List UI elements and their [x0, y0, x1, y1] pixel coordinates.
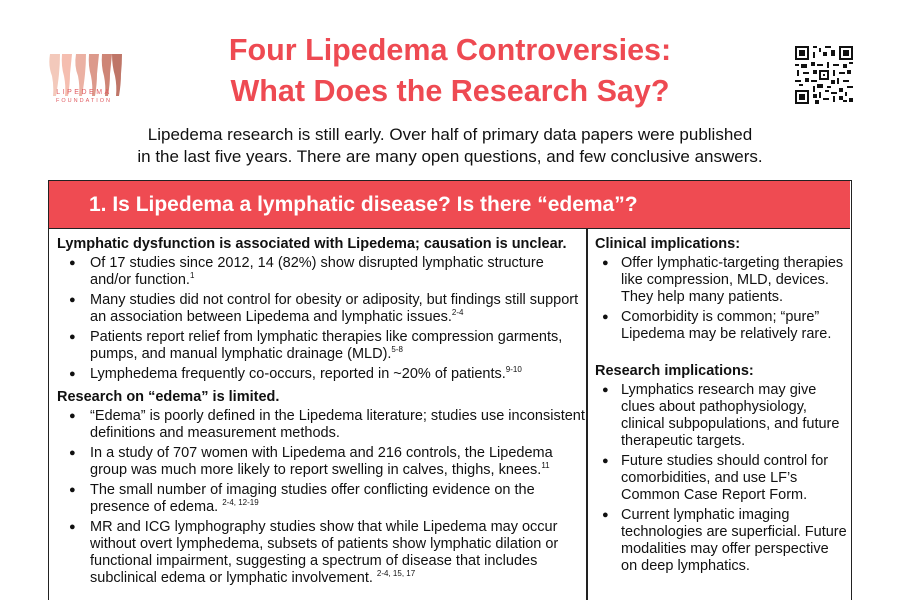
title-line2: What Does the Research Say? [230, 74, 670, 108]
bullet-text: Many studies did not control for obesity or adiposity, but findings still support an association between Lipedema and lymphatic issues. [90, 292, 579, 325]
list-item [57, 445, 585, 479]
intro-line2: in the last five years. There are many open questions, and few conclusive answers. [137, 147, 763, 166]
list-item [57, 519, 585, 587]
citation: 11 [541, 461, 550, 470]
edema-research-list [57, 408, 585, 587]
logo-wordmark [44, 88, 124, 106]
qr-code-icon [795, 46, 853, 104]
list-item [57, 482, 585, 516]
citation: 5-8 [391, 345, 403, 354]
clinical-implications-list [595, 255, 847, 343]
research-implications-list [595, 382, 847, 575]
bullet-text: The small number of imaging studies offer conflicting evidence on the presence of edema. [90, 482, 535, 515]
list-item: ● Future studies should control for comorbidities, and use LF’s Common Case Report Form. [595, 453, 847, 504]
list-item [57, 408, 585, 442]
citation: 9-10 [505, 365, 522, 374]
banner-title: 1. Is Lipedema a lymphatic disease? Is there “edema”? [89, 193, 638, 216]
list-item: ● Lymphatics research may give clues about pathophysiology, clinical subpopulations, and future therapeutic targets. [595, 382, 847, 450]
clinical-implications-heading: Clinical implications: [595, 236, 741, 252]
citation: 1 [189, 271, 195, 280]
page-title [150, 30, 750, 112]
lymphatic-dysfunction-heading: Lymphatic dysfunction is associated with Lipedema; causation is unclear. [57, 236, 567, 252]
research-implications-heading: Research implications: [595, 363, 754, 379]
list-item [57, 255, 585, 289]
list-item [57, 366, 585, 383]
logo-line2: FOUNDATION [56, 98, 112, 104]
list-item: ● Comorbidity is common; “pure” Lipedema may be relatively rare. [595, 309, 847, 343]
bullet-text: Lymphedema frequently co-occurs, reported in ~20% of patients. [90, 366, 506, 382]
list-item: ● Offer lymphatic-targeting therapies like compression, MLD, devices. They help many patients. [595, 255, 847, 306]
list-item [57, 292, 585, 326]
intro-text [100, 124, 800, 168]
citation: 2-4 [451, 308, 464, 317]
bullet-text: Of 17 studies since 2012, 14 (82%) show disrupted lymphatic structure and/or function. [90, 255, 544, 288]
intro-line1: Lipedema research is still early. Over half of primary data papers were published [147, 125, 753, 144]
section-banner [49, 181, 850, 229]
controversy-1-panel [48, 180, 852, 600]
bullet-text: Patients report relief from lymphatic therapies like compression garments, pumps, and manual lymphatic drainage (MLD). [90, 329, 563, 362]
bullet-text: “Edema” is poorly defined in the Lipedema literature; studies use inconsistent definitions and measurement methods. [90, 408, 585, 441]
implications-column [595, 236, 847, 581]
list-item [57, 329, 585, 363]
evidence-column [57, 236, 585, 593]
bullet-text: In a study of 707 women with Lipedema and 216 controls, the Lipedema group was much more likely to report swelling in calves, thighs, knees. [90, 445, 553, 478]
logo-line1: LIPEDEMA [56, 89, 112, 96]
bullet-text: MR and ICG lymphography studies show that while Lipedema may occur without overt lymphedema, subsets of patients show lymphatic dilation or functional impairment, suggesting a spectrum of disease that includes subclinical edema or lymphatic involvement. [90, 519, 559, 586]
list-item: ● Current lymphatic imaging technologies are superficial. Future modalities may offer perspective on deep lymphatics. [595, 507, 847, 575]
title-line1: Four Lipedema Controversies: [228, 33, 672, 67]
column-divider [586, 229, 588, 600]
edema-research-heading: Research on “edema” is limited. [57, 389, 280, 405]
citation: 2-4, 12-19 [222, 498, 259, 507]
citation: 2-4, 15, 17 [376, 569, 416, 578]
lymphatic-dysfunction-list [57, 255, 585, 383]
